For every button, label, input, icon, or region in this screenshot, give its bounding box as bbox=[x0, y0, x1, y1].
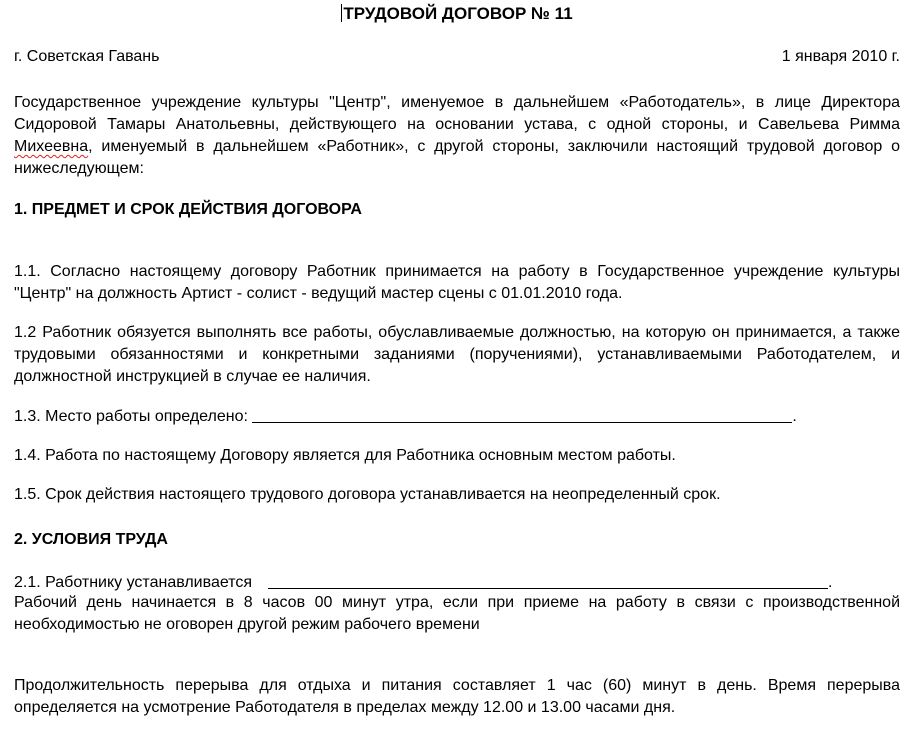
place-date-line bbox=[14, 46, 900, 68]
document-title-text: ТРУДОВОЙ ДОГОВОР № 11 bbox=[343, 4, 573, 23]
clause-2-1-first-line bbox=[14, 570, 900, 594]
clause-1-3 bbox=[14, 404, 900, 428]
intro-paragraph bbox=[14, 92, 900, 180]
intro-part-2: , именуемый в дальнейшем «Работник», с другой стороны, заключили настоящий трудовой договор о нижеследующем: bbox=[14, 138, 900, 177]
section-1-heading: 1. ПРЕДМЕТ И СРОК ДЕЙСТВИЯ ДОГОВОРА bbox=[14, 201, 362, 218]
clause-1-4: 1.4. Работа по настоящему Договору является для Работника основным местом работы. bbox=[14, 447, 676, 464]
clause-1-2: 1.2 Работник обязуется выполнять все работы, обуславливаемые должностью, на которую он принимается, а также трудовыми обязанностями и конкретными заданиями (поручениями), устанавливаемыми Работодателем, и должностной инструкцией в случае ее наличия. bbox=[14, 324, 900, 385]
clause-1-1: 1.1. Согласно настоящему договору Работник принимается на работу в Государственное учреждение культуры "Центр" на должность Артист - солист - ведущий мастер сцены с 01.01.2010 года. bbox=[14, 263, 900, 302]
section-2-heading: 2. УСЛОВИЯ ТРУДА bbox=[14, 531, 168, 548]
break-paragraph: Продолжительность перерыва для отдыха и питания составляет 1 час (60) минут в день. Время перерыва определяется на усмотрение Работодателя в пределах между 12.00 и 13.00 часами дня. bbox=[14, 677, 900, 716]
intro-part-1: Государственное учреждение культуры "Центр", именуемое в дальнейшем «Работодатель», в лице Директора Сидоровой Тамары Анатольевны, действующего на основании устава, с одной стороны, и Савельева Римма bbox=[14, 94, 900, 133]
work-mode-blank-line bbox=[268, 570, 828, 589]
clause-1-3-end: . bbox=[792, 408, 797, 425]
document-title bbox=[14, 3, 900, 25]
clause-1-3-label: 1.3. Место работы определено: bbox=[14, 408, 253, 425]
workplace-blank-line bbox=[252, 404, 792, 423]
spellcheck-flagged-word: Михеевна bbox=[14, 138, 89, 155]
clause-2-1-end: . bbox=[828, 574, 833, 591]
contract-date: 1 января 2010 г. bbox=[781, 48, 900, 65]
clause-2-1-text: Рабочий день начинается в 8 часов 00 минут утра, если при приеме на работу в связи с производственной необходимостью не оговорен другой режим рабочего времени bbox=[14, 594, 900, 633]
clause-1-5: 1.5. Срок действия настоящего трудового договора устанавливается на неопределенный срок. bbox=[14, 486, 721, 503]
city: г. Советская Гавань bbox=[14, 48, 160, 65]
clause-2-1-label: 2.1. Работнику устанавливается bbox=[14, 574, 253, 591]
